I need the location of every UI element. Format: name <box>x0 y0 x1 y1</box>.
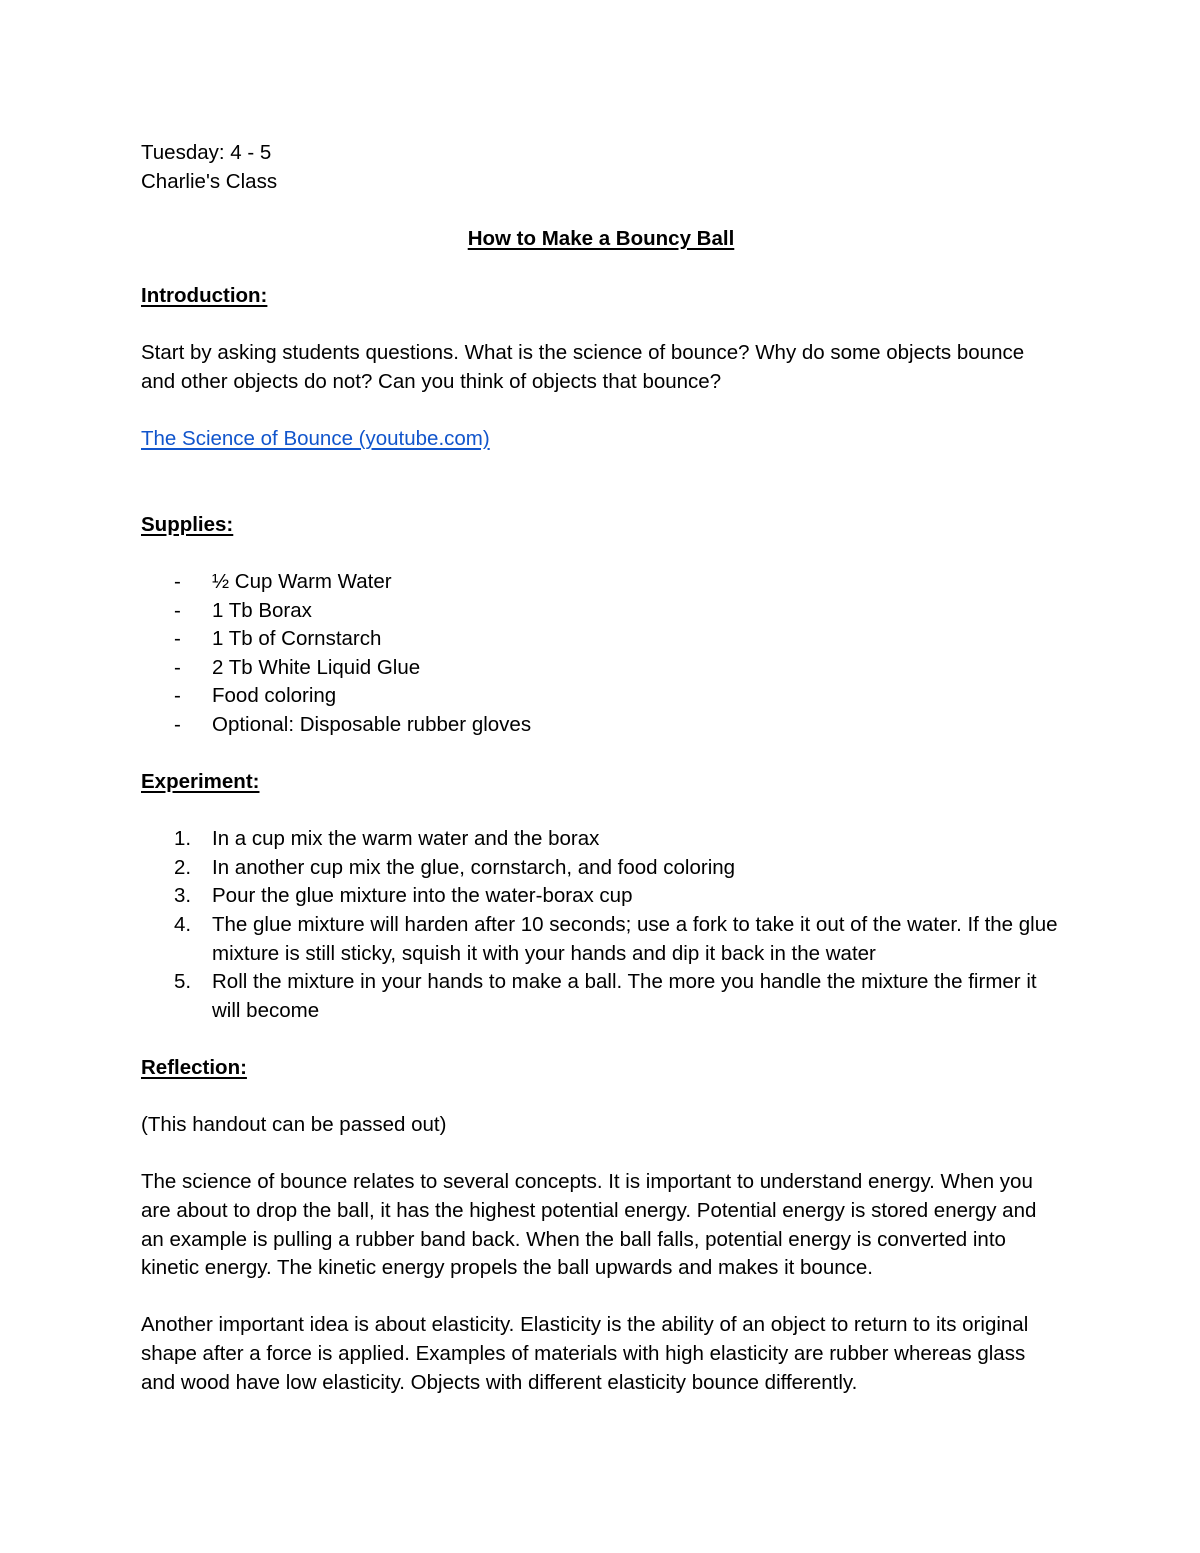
list-item <box>141 682 1061 711</box>
spacer <box>141 396 1061 425</box>
experiment-heading: Experiment: <box>141 770 260 794</box>
spacer <box>141 539 1061 568</box>
supply-item: Optional: Disposable rubber gloves <box>212 712 532 736</box>
spacer <box>141 311 1061 340</box>
step-number: 2. <box>174 855 192 879</box>
step-text: The glue mixture will harden after 10 seconds; use a fork to take it out of the water. If the glue mixture is still sticky, squish it with your hands and dip it back in the water <box>212 913 1058 965</box>
supply-item: 1 Tb Borax <box>212 598 312 622</box>
spacer <box>141 196 1061 225</box>
bullet-marker: - <box>174 627 181 651</box>
document-page <box>141 139 1061 1397</box>
science-of-bounce-link[interactable]: The Science of Bounce (youtube.com) <box>141 426 490 450</box>
step-number: 3. <box>174 884 192 908</box>
step-text: In another cup mix the glue, cornstarch, and food coloring <box>212 855 736 879</box>
step-text: In a cup mix the warm water and the borax <box>212 827 600 851</box>
list-item <box>141 882 1061 911</box>
reflection-heading: Reflection: <box>141 1056 247 1079</box>
spacer <box>141 253 1061 282</box>
spacer <box>141 454 1061 483</box>
day-time-line: Tuesday: 4 - 5 <box>141 141 272 164</box>
step-text: Roll the mixture in your hands to make a ball. The more you handle the mixture the firmer it will become <box>212 970 1037 1022</box>
bullet-marker: - <box>174 655 181 679</box>
introduction-heading: Introduction: <box>141 283 268 307</box>
spacer <box>141 1283 1061 1312</box>
step-number: 5. <box>174 970 192 994</box>
list-item <box>141 568 1061 597</box>
list-item <box>141 825 1061 854</box>
experiment-steps <box>141 825 1061 1025</box>
supply-item: 2 Tb White Liquid Glue <box>212 655 421 679</box>
reflection-note: (This handout can be passed out) <box>141 1113 447 1137</box>
supply-item: 1 Tb of Cornstarch <box>212 627 382 651</box>
supply-item: ½ Cup Warm Water <box>212 569 392 593</box>
document-title: How to Make a Bouncy Ball <box>467 226 735 250</box>
reflection-paragraph-1: The science of bounce relates to several concepts. It is important to understand energy. When you are about to drop the ball, it has the highest potential energy. Potential energy is stored energy and an example is pulling a rubber band back. When the ball falls, potential energy is converted into kinetic energy. The kinetic energy propels the ball upwards and makes it bounce. <box>141 1170 1037 1280</box>
spacer <box>141 1025 1061 1054</box>
supplies-heading: Supplies: <box>141 512 234 536</box>
supply-item: Food coloring <box>212 684 337 708</box>
spacer <box>141 1083 1061 1112</box>
bullet-marker: - <box>174 569 181 593</box>
list-item <box>141 854 1061 883</box>
spacer <box>141 1140 1061 1169</box>
list-item <box>141 654 1061 683</box>
list-item <box>141 597 1061 626</box>
spacer <box>141 482 1061 511</box>
class-name-line: Charlie's Class <box>141 169 278 193</box>
list-item <box>141 625 1061 654</box>
bullet-marker: - <box>174 712 181 736</box>
introduction-text: Start by asking students questions. What is the science of bounce? Why do some objects bounce and other objects do not? Can you think of objects that bounce? <box>141 341 1025 393</box>
reflection-paragraph-2: Another important idea is about elasticity. Elasticity is the ability of an object to return to its original shape after a force is applied. Examples of materials with high elasticity are rubber whereas glass and wood have low elasticity. Objects with different elasticity bounce differently. <box>141 1313 1029 1394</box>
list-item <box>141 911 1061 968</box>
list-item <box>141 968 1061 1025</box>
spacer <box>141 739 1061 768</box>
supplies-list <box>141 568 1061 740</box>
bullet-marker: - <box>174 598 181 622</box>
step-number: 1. <box>174 827 192 851</box>
spacer <box>141 797 1061 826</box>
list-item <box>141 711 1061 740</box>
step-text: Pour the glue mixture into the water-borax cup <box>212 884 633 908</box>
step-number: 4. <box>174 913 192 937</box>
bullet-marker: - <box>174 684 181 708</box>
